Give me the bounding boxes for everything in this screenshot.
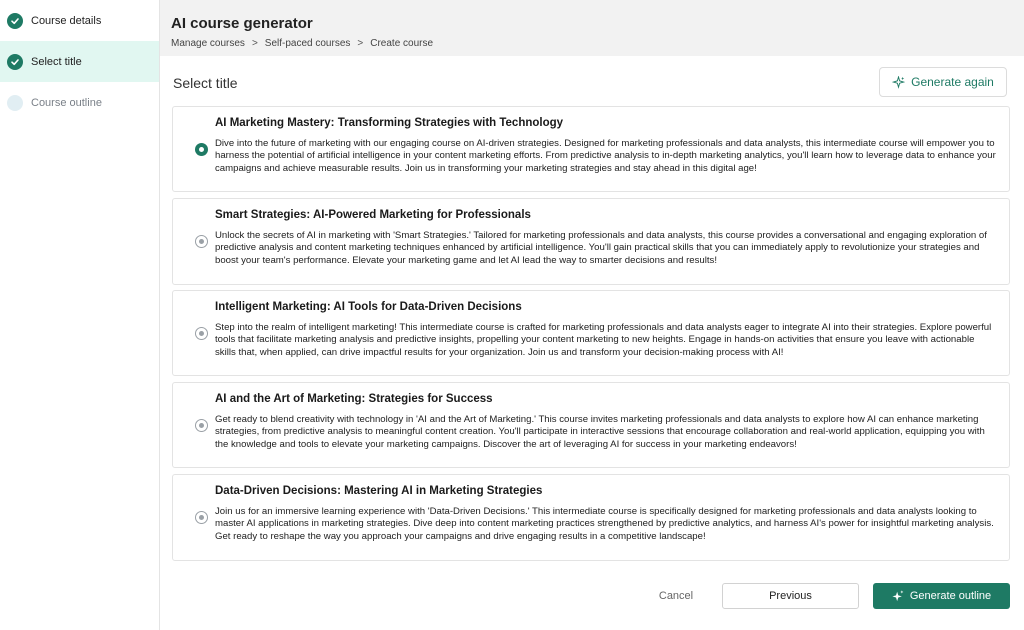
option-description: Join us for an immersive learning experience with 'Data-Driven Decisions.' This intermediate course is specifically designed for marketing professionals and data analysts looking to master AI applications in marketing strategies. Dive deep into content marketing practices strengthened by predictive analytics, and harness AI's power for insightful marketing analysis. Get ready to reshape the way you approach your campaigns and drive engaging results in a competitive landscape! (215, 506, 994, 542)
breadcrumb-create-course: Create course (370, 38, 434, 49)
radio-unselected-icon[interactable] (195, 235, 208, 248)
breadcrumb-self-paced-courses[interactable]: Self-paced courses (264, 38, 351, 49)
step-course-outline[interactable] (0, 82, 159, 123)
radio-unselected-icon[interactable] (195, 327, 208, 340)
option-title: Data-Driven Decisions: Mastering AI in Marketing Strategies (215, 485, 543, 497)
main-panel (160, 56, 1024, 630)
cancel-button[interactable]: Cancel (640, 583, 712, 609)
step-course-details[interactable] (0, 0, 159, 41)
generate-again-label: Generate again (911, 75, 994, 89)
title-option-card[interactable] (172, 474, 1010, 561)
step-label: Course details (31, 14, 102, 27)
sparkle-icon (892, 590, 904, 602)
generate-again-button[interactable] (879, 67, 1007, 97)
option-description: Dive into the future of marketing with our engaging course on AI-driven strategies. Designed for marketing professionals and data analysts, this intermediate course will empower you to harness the potential of artificial intelligence in your content marketing efforts. From predictive analysis to in-depth marketing analytics, you'll learn how to leverage data to enhance your campaigns and achieve measurable results. Join us in transforming your marketing strategies and stay ahead in this digital age! (215, 138, 996, 174)
page-header (160, 0, 1024, 56)
step-label: Select title (31, 55, 82, 68)
breadcrumb-separator: > (357, 38, 364, 49)
check-circle-icon (7, 54, 23, 70)
section-title: Select title (173, 75, 238, 91)
sparkle-icon (892, 76, 905, 89)
generate-outline-label: Generate outline (909, 590, 992, 602)
radio-unselected-icon[interactable] (195, 511, 208, 524)
step-label: Course outline (31, 96, 102, 109)
title-option-card[interactable] (172, 290, 1010, 376)
option-description: Get ready to blend creativity with technology in 'AI and the Art of Marketing.' This course invites marketing professionals and data analysts to explore how AI can enhance marketing strategies, from predictive analysis to meaningful content creation. You'll participate in interactive sessions that encourage collaboration and real-world application, equipping you with the knowledge and tools to elevate your marketing campaigns. Discover the art of leveraging AI for success in your marketing endeavors! (215, 414, 985, 450)
page-title: AI course generator (171, 15, 313, 32)
option-description: Unlock the secrets of AI in marketing with 'Smart Strategies.' Tailored for marketing professionals and data analysts, this course provides a conversational and engaging exploration of predictive analysis and content marketing techniques enhanced by artificial intelligence. You'll gain practical skills that you can immediately apply to revolutionize your strategies and boost your team's performance. Elevate your marketing game and let AI lead the way to smarter decisions and results! (215, 230, 987, 266)
steps-sidebar (0, 0, 160, 630)
breadcrumb (171, 38, 1024, 49)
option-title: AI and the Art of Marketing: Strategies for Success (215, 393, 493, 405)
radio-selected-icon[interactable] (195, 143, 208, 156)
generate-outline-button[interactable] (873, 583, 1010, 609)
option-description: Step into the realm of intelligent marketing! This intermediate course is crafted for marketing professionals and data analysts eager to integrate AI into their strategies. Explore powerful tools that facilitate marketing analysis and predictive insights, propelling your content marketing to new heights. Engage in hands-on activities that ensure you leave with actionable skills that, when applied, can drive impactful results for your organization. Join us and transform your decision-making process with AI! (215, 322, 992, 358)
title-option-card[interactable] (172, 198, 1010, 285)
previous-button[interactable]: Previous (722, 583, 859, 609)
title-option-card[interactable] (172, 106, 1010, 192)
title-option-card[interactable] (172, 382, 1010, 468)
option-title: Smart Strategies: AI-Powered Marketing for Professionals (215, 209, 531, 221)
option-title: Intelligent Marketing: AI Tools for Data-Driven Decisions (215, 301, 522, 313)
radio-unselected-icon[interactable] (195, 419, 208, 432)
breadcrumb-manage-courses[interactable]: Manage courses (171, 38, 245, 49)
breadcrumb-separator: > (251, 38, 258, 49)
check-circle-icon (7, 13, 23, 29)
option-title: AI Marketing Mastery: Transforming Strategies with Technology (215, 117, 564, 129)
step-select-title[interactable] (0, 41, 159, 82)
empty-circle-icon (7, 95, 23, 111)
